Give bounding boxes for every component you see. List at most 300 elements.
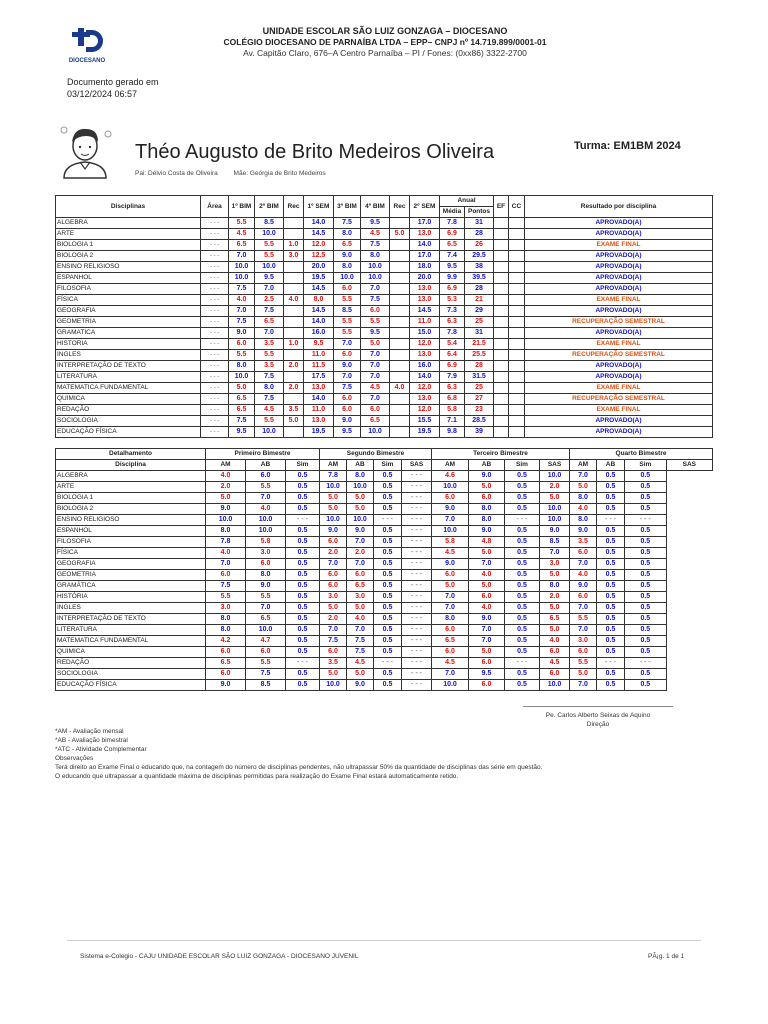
grade-cell: [390, 339, 410, 350]
grade-cell: 6.0: [432, 625, 469, 636]
grade-cell: 6.0: [570, 548, 597, 559]
detail-corner-top: Detalhamento: [56, 449, 206, 460]
grade-cell: 9.0: [246, 581, 286, 592]
notes-block: [55, 727, 542, 781]
area-cell: - - -: [201, 295, 229, 306]
column-header: CC: [509, 196, 525, 218]
grade-cell: 8.0: [361, 251, 390, 262]
area-cell: - - -: [201, 229, 229, 240]
grade-cell: 9.5: [440, 262, 465, 273]
grade-cell: 4.8: [469, 537, 505, 548]
result-cell: APROVADO(A): [525, 306, 713, 317]
grade-cell: 0.5: [597, 526, 625, 537]
grade-cell: 3.5: [255, 361, 284, 372]
table-row: [56, 515, 713, 526]
column-header: Disciplinas: [56, 196, 201, 218]
ef-cell: [494, 350, 509, 361]
area-cell: - - -: [201, 284, 229, 295]
grade-cell: - - -: [402, 592, 432, 603]
note-line: *AB - Avaliação bimestral: [55, 737, 128, 744]
grade-cell: 0.5: [625, 680, 667, 691]
cc-cell: [509, 372, 525, 383]
grade-cell: 4.0: [347, 614, 374, 625]
sub-header: SAS: [540, 460, 570, 471]
grade-cell: 6.0: [320, 581, 347, 592]
sub-header: AM: [432, 460, 469, 471]
grade-cell: 0.5: [374, 592, 402, 603]
grade-cell: 0.5: [625, 570, 667, 581]
grade-cell: 10.0: [540, 471, 570, 482]
table-row: [56, 669, 713, 680]
column-header: 3º BIM: [334, 196, 361, 218]
grade-cell: [284, 218, 304, 229]
grade-cell: 0.5: [597, 493, 625, 504]
column-header: Resultado por disciplina: [525, 196, 713, 218]
grade-cell: 7.0: [320, 559, 347, 570]
grade-cell: 5.0: [320, 669, 347, 680]
grade-cell: 16.0: [410, 361, 440, 372]
grade-cell: 7.0: [246, 493, 286, 504]
grade-cell: 13.0: [410, 295, 440, 306]
grade-cell: 5.5: [570, 614, 597, 625]
result-cell: APROVADO(A): [525, 251, 713, 262]
grade-cell: 6.0: [229, 339, 255, 350]
grade-cell: 6.5: [206, 658, 246, 669]
grade-cell: 0.5: [597, 592, 625, 603]
grade-cell: 9.5: [361, 328, 390, 339]
grade-cell: 5.0: [570, 669, 597, 680]
grade-cell: 0.5: [286, 493, 320, 504]
grade-cell: 0.5: [374, 647, 402, 658]
bimester-header: Segundo Bimestre: [320, 449, 432, 460]
signature-block: [523, 706, 673, 729]
class-label: Turma: EM1BM 2024: [574, 140, 681, 152]
cc-cell: [509, 229, 525, 240]
subject-name: FÍSICA: [56, 295, 201, 306]
grade-cell: 0.5: [505, 592, 540, 603]
grade-cell: 0.5: [374, 669, 402, 680]
header-row: [56, 460, 713, 471]
table-row: [56, 570, 713, 581]
grade-cell: 0.5: [597, 625, 625, 636]
grade-cell: 10.0: [229, 372, 255, 383]
grade-cell: 7.0: [570, 603, 597, 614]
result-cell: APROVADO(A): [525, 273, 713, 284]
grade-cell: 28: [465, 361, 494, 372]
grade-cell: 6.0: [347, 570, 374, 581]
grade-cell: [390, 251, 410, 262]
grade-cell: 0.5: [625, 636, 667, 647]
area-cell: - - -: [201, 251, 229, 262]
grade-cell: 17.5: [304, 372, 334, 383]
ef-cell: [494, 262, 509, 273]
grade-cell: 7.5: [229, 284, 255, 295]
grade-cell: 25: [465, 317, 494, 328]
grade-cell: 3.0: [570, 636, 597, 647]
grade-cell: 0.5: [374, 625, 402, 636]
grade-cell: 8.5: [334, 306, 361, 317]
ef-cell: [494, 361, 509, 372]
grade-cell: 8.0: [246, 570, 286, 581]
grade-cell: 12.5: [304, 251, 334, 262]
subject-name: ESPANHOL: [56, 273, 201, 284]
grade-cell: 12.0: [410, 339, 440, 350]
grade-cell: [284, 372, 304, 383]
grade-cell: 9.0: [334, 251, 361, 262]
grade-cell: 0.5: [597, 680, 625, 691]
grade-cell: 0.5: [505, 680, 540, 691]
grade-cell: 7.5: [320, 636, 347, 647]
grade-cell: [284, 394, 304, 405]
area-cell: - - -: [201, 273, 229, 284]
grades-summary-table: [55, 195, 713, 438]
column-header: 2º SEM: [410, 196, 440, 218]
grade-cell: [390, 372, 410, 383]
grade-cell: 0.5: [374, 526, 402, 537]
grade-cell: [284, 262, 304, 273]
grade-cell: 9.0: [570, 526, 597, 537]
grade-cell: 6.4: [440, 350, 465, 361]
grade-cell: 4.0: [206, 548, 246, 559]
grade-cell: 6.0: [432, 647, 469, 658]
grade-cell: 6.3: [440, 383, 465, 394]
grade-cell: - - -: [505, 658, 540, 669]
grade-cell: 6.9: [440, 361, 465, 372]
grade-cell: [390, 240, 410, 251]
grade-cell: 3.0: [320, 592, 347, 603]
result-cell: EXAME FINAL: [525, 383, 713, 394]
grade-cell: [284, 273, 304, 284]
area-cell: - - -: [201, 372, 229, 383]
subject-name: GEOGRAFIA: [56, 306, 201, 317]
area-cell: - - -: [201, 383, 229, 394]
ef-cell: [494, 394, 509, 405]
grade-cell: [390, 295, 410, 306]
grade-cell: 0.5: [597, 471, 625, 482]
grade-cell: 9.8: [440, 427, 465, 438]
grade-cell: 28: [465, 229, 494, 240]
grade-cell: 10.0: [347, 482, 374, 493]
grade-cell: 5.5: [246, 482, 286, 493]
subject-name: HISTORIA: [56, 339, 201, 350]
ef-cell: [494, 240, 509, 251]
table-row: [56, 548, 713, 559]
column-header: Rec: [390, 196, 410, 218]
grade-cell: 6.9: [440, 284, 465, 295]
grade-cell: 0.5: [505, 603, 540, 614]
ef-cell: [494, 251, 509, 262]
table-row: [56, 394, 713, 405]
grade-cell: 14.5: [304, 306, 334, 317]
grade-cell: 4.5: [432, 658, 469, 669]
grade-cell: 0.5: [286, 603, 320, 614]
ef-cell: [494, 372, 509, 383]
grade-cell: 7.5: [255, 394, 284, 405]
grade-cell: 10.0: [432, 526, 469, 537]
grade-cell: 6.0: [469, 592, 505, 603]
grade-cell: 0.5: [505, 504, 540, 515]
grade-cell: 10.0: [320, 515, 347, 526]
grade-cell: 16.0: [304, 328, 334, 339]
grade-cell: 4.0: [570, 504, 597, 515]
grade-cell: [390, 416, 410, 427]
grade-cell: 6.0: [206, 647, 246, 658]
sub-header: Sim: [374, 460, 402, 471]
grade-cell: 7.0: [229, 306, 255, 317]
subject-name: REDAÇÃO: [56, 658, 206, 669]
grade-cell: 5.3: [440, 295, 465, 306]
grade-cell: 9.0: [469, 526, 505, 537]
school-logo: [66, 26, 108, 66]
signatory-role: Direção: [586, 721, 610, 728]
grade-cell: 10.0: [432, 680, 469, 691]
grade-cell: 6.0: [246, 559, 286, 570]
grade-cell: - - -: [402, 537, 432, 548]
grade-cell: 8.0: [469, 515, 505, 526]
grade-cell: 7.5: [347, 647, 374, 658]
grade-cell: 6.0: [432, 493, 469, 504]
area-cell: - - -: [201, 361, 229, 372]
subject-name: LITERATURA: [56, 372, 201, 383]
grade-cell: 5.0: [469, 548, 505, 559]
grade-cell: [390, 306, 410, 317]
grade-cell: 0.5: [374, 559, 402, 570]
grade-cell: 6.3: [440, 317, 465, 328]
ef-cell: [494, 218, 509, 229]
grade-cell: 0.5: [625, 526, 667, 537]
grade-cell: 10.0: [347, 515, 374, 526]
grade-cell: 0.5: [286, 482, 320, 493]
cc-cell: [509, 405, 525, 416]
grade-cell: 10.0: [540, 504, 570, 515]
grade-cell: 31: [465, 328, 494, 339]
grade-cell: 0.5: [597, 669, 625, 680]
grade-cell: 11.0: [304, 405, 334, 416]
grade-cell: 5.0: [540, 603, 570, 614]
grade-cell: 11.0: [304, 350, 334, 361]
grade-cell: 13.0: [410, 284, 440, 295]
grade-cell: 3.0: [347, 592, 374, 603]
cc-cell: [509, 218, 525, 229]
grade-cell: 0.5: [374, 636, 402, 647]
area-cell: - - -: [201, 306, 229, 317]
grade-cell: 6.0: [334, 350, 361, 361]
grade-cell: 5.5: [255, 240, 284, 251]
ef-cell: [494, 306, 509, 317]
column-header: Média: [440, 207, 465, 218]
grade-cell: 0.5: [286, 614, 320, 625]
subject-name: ENSINO RELIGIOSO: [56, 515, 206, 526]
grade-cell: 5.5: [334, 328, 361, 339]
grade-cell: 0.5: [505, 559, 540, 570]
grade-cell: 0.5: [374, 471, 402, 482]
grade-cell: 6.0: [320, 570, 347, 581]
grade-cell: 10.0: [361, 427, 390, 438]
table-row: [56, 581, 713, 592]
area-cell: - - -: [201, 405, 229, 416]
grade-cell: 2.0: [540, 482, 570, 493]
grade-cell: 10.0: [246, 526, 286, 537]
grade-cell: 19.5: [304, 427, 334, 438]
grade-cell: 0.5: [597, 636, 625, 647]
grade-cell: 4.5: [361, 383, 390, 394]
grade-cell: 0.5: [286, 680, 320, 691]
grade-cell: 5.4: [440, 339, 465, 350]
grade-cell: 8.0: [255, 383, 284, 394]
result-cell: RECUPERAÇÃO SEMESTRAL: [525, 394, 713, 405]
subject-name: ESPANHOL: [56, 526, 206, 537]
ef-cell: [494, 416, 509, 427]
grade-cell: 10.0: [206, 515, 246, 526]
table-row: [56, 647, 713, 658]
grade-cell: 20.0: [304, 262, 334, 273]
grade-cell: [284, 306, 304, 317]
grade-cell: 8.0: [206, 625, 246, 636]
sub-header: Sim: [286, 460, 320, 471]
grade-cell: 12.0: [410, 383, 440, 394]
grade-cell: 6.0: [334, 394, 361, 405]
cc-cell: [509, 262, 525, 273]
grade-cell: 6.0: [570, 592, 597, 603]
grade-cell: 7.0: [347, 625, 374, 636]
grade-cell: [390, 405, 410, 416]
grade-cell: 6.0: [334, 405, 361, 416]
subject-name: GEOGRAFIA: [56, 559, 206, 570]
ef-cell: [494, 339, 509, 350]
grade-cell: 8.5: [255, 218, 284, 229]
grade-cell: 7.0: [469, 559, 505, 570]
grade-cell: 7.0: [347, 559, 374, 570]
grade-cell: 6.5: [334, 240, 361, 251]
grade-cell: 7.8: [440, 218, 465, 229]
grade-cell: 7.0: [206, 559, 246, 570]
cc-cell: [509, 339, 525, 350]
grade-cell: 39: [465, 427, 494, 438]
sub-header: SAS: [666, 460, 712, 471]
grade-cell: - - -: [286, 658, 320, 669]
grade-cell: 4.0: [570, 570, 597, 581]
grade-cell: 7.0: [229, 251, 255, 262]
grade-cell: 7.0: [361, 350, 390, 361]
grade-cell: 6.0: [540, 647, 570, 658]
grade-cell: 7.8: [440, 328, 465, 339]
grade-cell: 9.5: [255, 273, 284, 284]
grade-cell: 0.5: [374, 614, 402, 625]
grade-cell: 29.5: [465, 251, 494, 262]
grade-cell: 0.5: [597, 482, 625, 493]
table-row: [56, 592, 713, 603]
grade-cell: 12.0: [410, 405, 440, 416]
grade-cell: 7.3: [440, 306, 465, 317]
grade-cell: 13.0: [410, 350, 440, 361]
grade-cell: 7.0: [361, 284, 390, 295]
grade-cell: 7.4: [440, 251, 465, 262]
grade-cell: 7.5: [361, 295, 390, 306]
grade-cell: 0.5: [597, 537, 625, 548]
grade-cell: 7.5: [255, 372, 284, 383]
grade-cell: 14.0: [304, 317, 334, 328]
grade-cell: 10.0: [246, 515, 286, 526]
grade-cell: [284, 284, 304, 295]
sub-header: AB: [347, 460, 374, 471]
grade-cell: - - -: [402, 669, 432, 680]
grade-cell: 7.0: [570, 625, 597, 636]
grade-cell: 5.0: [469, 482, 505, 493]
grade-cell: 4.0: [284, 295, 304, 306]
grade-cell: 0.5: [505, 647, 540, 658]
grade-cell: 6.0: [469, 658, 505, 669]
grade-cell: 7.0: [570, 471, 597, 482]
grade-cell: 7.8: [320, 471, 347, 482]
grade-cell: 7.0: [570, 559, 597, 570]
grade-cell: 6.0: [320, 537, 347, 548]
grade-cell: 6.5: [229, 405, 255, 416]
table-row: [56, 339, 713, 350]
grade-cell: 6.9: [440, 229, 465, 240]
grade-cell: 4.0: [206, 471, 246, 482]
grade-cell: 5.0: [347, 504, 374, 515]
column-header: 2º BIM: [255, 196, 284, 218]
grade-cell: 8.0: [334, 229, 361, 240]
cc-cell: [509, 295, 525, 306]
grade-cell: 6.5: [361, 416, 390, 427]
grade-cell: 7.0: [361, 361, 390, 372]
generated-label: Documento gerado em: [67, 77, 159, 87]
grade-cell: [284, 317, 304, 328]
grade-cell: - - -: [402, 625, 432, 636]
grade-cell: 26: [465, 240, 494, 251]
table-row: [56, 504, 713, 515]
grade-cell: 0.5: [374, 504, 402, 515]
grade-cell: 3.0: [206, 603, 246, 614]
table-row: [56, 361, 713, 372]
grade-cell: [390, 273, 410, 284]
grade-cell: 0.5: [374, 603, 402, 614]
ef-cell: [494, 295, 509, 306]
grade-cell: 14.0: [410, 372, 440, 383]
grade-cell: 5.5: [255, 350, 284, 361]
sub-header: Sim: [625, 460, 667, 471]
subject-name: QUIMICA: [56, 394, 201, 405]
grade-cell: 7.0: [255, 284, 284, 295]
grade-cell: 0.5: [625, 647, 667, 658]
grade-cell: 9.5: [229, 427, 255, 438]
grade-cell: 3.5: [284, 405, 304, 416]
grade-cell: 6.0: [246, 471, 286, 482]
subject-name: INGLES: [56, 603, 206, 614]
grade-cell: 7.0: [469, 625, 505, 636]
grade-cell: 0.5: [286, 581, 320, 592]
grade-cell: - - -: [374, 515, 402, 526]
grade-cell: 5.5: [229, 350, 255, 361]
note-line: O educando que ultrapassar a quantidade máxima de disciplinas permitidas para realização do Exame Final estará automaticamente retido.: [55, 773, 459, 780]
grade-cell: 6.5: [347, 581, 374, 592]
grade-cell: 0.5: [625, 537, 667, 548]
subject-name: BIOLOGIA 2: [56, 251, 201, 262]
signatory-name: Pe. Carlos Alberto Seixas de Aquino: [545, 712, 651, 719]
grade-cell: 0.5: [625, 504, 667, 515]
sub-header: SAS: [402, 460, 432, 471]
grade-cell: 0.5: [597, 548, 625, 559]
subject-name: HISTÓRIA: [56, 592, 206, 603]
logo-text: DIOCESANO: [68, 58, 106, 64]
table-row: [56, 405, 713, 416]
grade-cell: 6.0: [246, 647, 286, 658]
grade-cell: 0.5: [505, 482, 540, 493]
grade-cell: 8.0: [334, 262, 361, 273]
grade-cell: 8.0: [206, 526, 246, 537]
cc-cell: [509, 383, 525, 394]
